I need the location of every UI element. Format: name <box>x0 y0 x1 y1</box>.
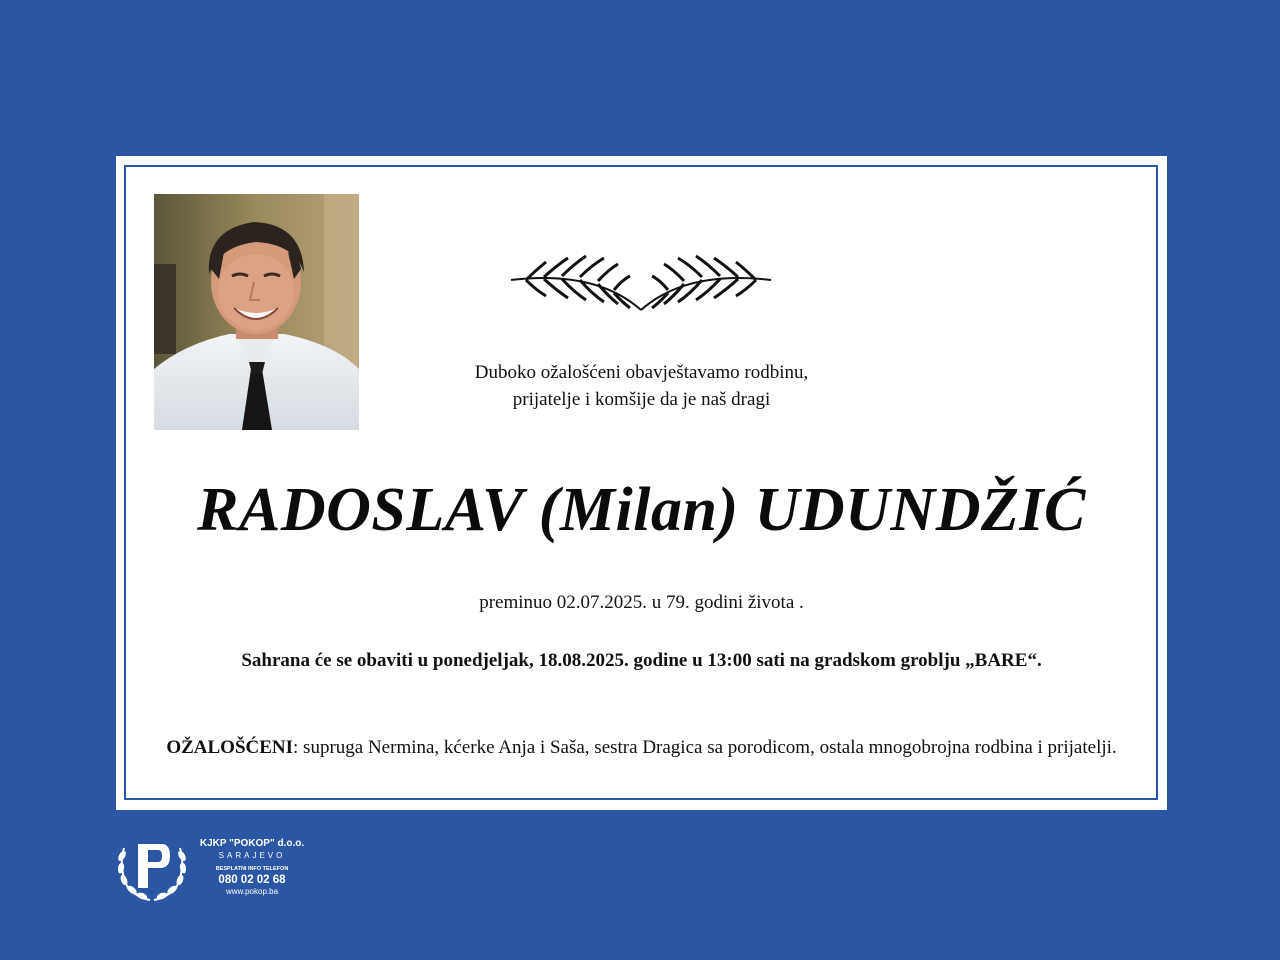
death-date-text: preminuo 02.07.2025. u 79. godini života . <box>479 592 804 613</box>
company-website: www.pokop.ba <box>225 887 279 896</box>
intro-line-2: prijatelje i komšije da je naš dragi <box>512 389 771 410</box>
pokop-logo <box>116 838 316 908</box>
deceased-name: RADOSLAV (Milan) UDUNDŽIĆ <box>197 476 1086 544</box>
pokop-laurel-logo-icon <box>116 838 188 902</box>
palm-branches-icon <box>506 250 776 314</box>
info-phone-label: BESPLATNI INFO TELEFON <box>215 866 289 872</box>
obituary-card <box>116 156 1167 810</box>
mourners-list: : supruga Nermina, kćerke Anja i Saša, sestra Dragica sa porodicom, ostala mnogobrojna rodbina i prijatelji. <box>293 737 1117 758</box>
company-city: SARAJEVO <box>218 851 286 860</box>
intro-line-1: Duboko ožalošćeni obavještavamo rodbinu, <box>474 362 809 383</box>
mourners-label: OŽALOŠĆENI <box>166 737 294 758</box>
logo-text-block <box>192 838 312 897</box>
mourners-text <box>156 734 1127 761</box>
burial-info: Sahrana će se obaviti u ponedjeljak, 18.08.2025. godine u 13:00 sati na gradskom groblju „BARE“. <box>241 650 1042 671</box>
company-name: KJKP "POKOP" d.o.o. <box>199 838 305 849</box>
intro-text <box>116 359 1167 413</box>
info-phone-number: 080 02 02 68 <box>218 874 286 886</box>
